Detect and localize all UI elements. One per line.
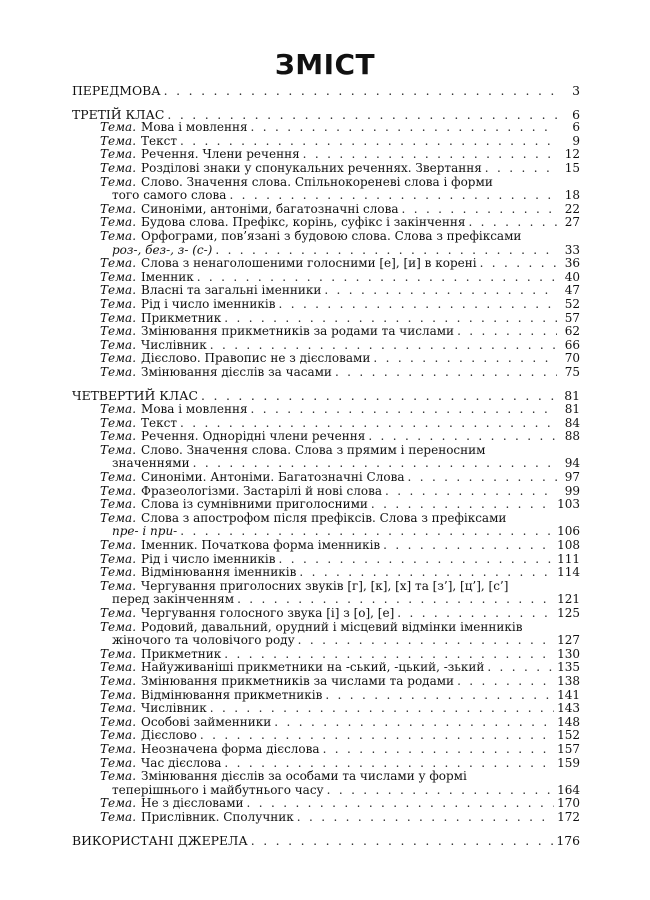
toc-entry-label: Тема. xyxy=(100,201,137,216)
toc-entry-title: Будова слова. Префікс, корінь, суфікс і закінчення xyxy=(141,215,466,230)
toc-entry-label: Тема. xyxy=(100,133,137,148)
toc-entry-title: ВИКОРИСТАНІ ДЖЕРЕЛА xyxy=(72,833,248,849)
toc-entry-title: Слово. Значення слова. Слова з прямим і переносним xyxy=(141,442,486,457)
page-number: 127 xyxy=(557,633,580,648)
toc-entry-title: Час дієслова xyxy=(141,755,222,770)
toc-section-entry xyxy=(72,108,580,122)
toc-entry xyxy=(72,471,580,485)
toc-entry-title: Змінювання дієслів за особами та числами у формі xyxy=(141,769,467,784)
toc-entry-label: Тема. xyxy=(100,497,137,512)
page-number: 130 xyxy=(557,646,580,661)
toc-entry-title: Речення. Члени речення xyxy=(141,147,300,162)
toc-entry-label: Тема. xyxy=(100,351,137,366)
toc-entry-label: Тема. xyxy=(100,402,137,417)
toc-entry xyxy=(72,757,580,771)
toc-entry-label: Тема. xyxy=(100,673,137,688)
dot-leader xyxy=(407,471,557,485)
page-number: 172 xyxy=(557,809,580,824)
toc-entry xyxy=(72,553,580,567)
dot-leader xyxy=(278,298,557,312)
dot-leader xyxy=(303,148,557,162)
dot-leader xyxy=(197,271,557,285)
toc-entry-label: Тема. xyxy=(100,337,137,352)
dot-leader xyxy=(180,525,554,539)
toc-entry-label: Тема. xyxy=(100,120,137,135)
page-number: 62 xyxy=(564,324,580,339)
page-number: 15 xyxy=(564,160,580,175)
toc-entry xyxy=(72,661,580,675)
toc-entry-label: Тема. xyxy=(100,310,137,325)
toc-entry-label: Тема. xyxy=(100,701,137,716)
dot-leader xyxy=(298,634,554,648)
toc-entry-label: Тема. xyxy=(100,470,137,485)
dot-leader xyxy=(383,539,554,553)
page-number: 52 xyxy=(564,296,580,311)
toc-entry-title: Слова із сумнівними приголосними xyxy=(141,497,368,512)
dot-leader xyxy=(210,702,554,716)
toc-entry-title: Прикметник xyxy=(141,646,222,661)
toc-entry xyxy=(72,675,580,689)
toc-entry xyxy=(72,366,580,380)
dot-leader xyxy=(327,784,554,798)
toc-entry-title: пре- і при- xyxy=(112,524,178,539)
page-number: 84 xyxy=(564,415,580,430)
toc-entry-title: Текст xyxy=(141,415,177,430)
toc-entry xyxy=(72,230,580,244)
toc-entry-label: Тема. xyxy=(100,296,137,311)
dot-leader xyxy=(247,797,555,811)
toc-entry-title: Рід і число іменників xyxy=(141,296,276,311)
page-number: 75 xyxy=(564,364,580,379)
page-number: 97 xyxy=(564,470,580,485)
toc-entry-title: жіночого та чоловічого роду xyxy=(112,633,295,648)
dot-leader xyxy=(229,189,557,203)
toc-entry-label: Тема. xyxy=(100,429,137,444)
dot-leader xyxy=(224,648,554,662)
toc-entry-title: ПЕРЕДМОВА xyxy=(72,83,161,98)
toc-entry xyxy=(72,121,580,135)
toc-section-entry xyxy=(72,834,580,848)
toc-entry xyxy=(72,689,580,703)
toc-entry-label: Тема. xyxy=(100,510,137,525)
toc-entry xyxy=(72,257,580,271)
dot-leader xyxy=(224,312,557,326)
dot-leader xyxy=(237,593,554,607)
toc-entry-label: Тема. xyxy=(100,442,137,457)
table-of-contents xyxy=(72,84,580,848)
toc-entry-label: Тема. xyxy=(100,728,137,743)
toc-entry xyxy=(72,702,580,716)
page-number: 47 xyxy=(564,283,580,298)
toc-entry-title: Змінювання дієслів за часами xyxy=(141,364,332,379)
toc-entry xyxy=(72,797,580,811)
toc-entry-title: Прикметник xyxy=(141,310,222,325)
page-number: 40 xyxy=(564,269,580,284)
page-number: 176 xyxy=(556,833,580,849)
page-number: 152 xyxy=(557,728,580,743)
toc-entry xyxy=(72,648,580,662)
toc-entry xyxy=(72,203,580,217)
toc-entry-label: Тема. xyxy=(100,565,137,580)
dot-leader xyxy=(325,689,554,703)
dot-leader xyxy=(385,485,557,499)
dot-leader xyxy=(487,661,554,675)
toc-entry xyxy=(72,729,580,743)
toc-entry xyxy=(72,176,580,190)
toc-entry-label: Тема. xyxy=(100,538,137,552)
toc-entry-title: Змінювання прикметників за числами та родами xyxy=(141,673,455,688)
toc-entry xyxy=(72,457,580,471)
toc-entry-label: Тема. xyxy=(100,324,137,339)
toc-entry-label: Тема. xyxy=(100,796,137,811)
toc-entry-label: Тема. xyxy=(100,578,137,593)
toc-entry-title: Неозначена форма дієслова xyxy=(141,741,320,756)
dot-leader xyxy=(224,757,554,771)
page-number: 164 xyxy=(557,782,580,797)
dot-leader xyxy=(324,284,557,298)
page-number: 143 xyxy=(557,701,580,716)
toc-entry-title: Мова і мовлення xyxy=(141,402,248,417)
toc-entry-title: ТРЕТІЙ КЛАС xyxy=(72,106,165,122)
dot-leader xyxy=(193,457,557,471)
toc-entry xyxy=(72,444,580,458)
toc-entry-title: Іменник. Початкова форма іменників xyxy=(141,538,381,552)
page-number: 81 xyxy=(564,388,580,404)
page-title: ЗМІСТ xyxy=(274,48,376,81)
page-number: 99 xyxy=(564,483,580,498)
toc-entry xyxy=(72,498,580,512)
dot-leader xyxy=(335,366,557,380)
toc-entry-label: Тема. xyxy=(100,660,137,675)
dot-leader xyxy=(485,162,557,176)
dot-leader xyxy=(164,84,557,98)
toc-entry xyxy=(72,539,580,553)
toc-entry-label: Тема. xyxy=(100,256,137,271)
page-number: 111 xyxy=(557,551,580,566)
page-number: 157 xyxy=(557,741,580,756)
toc-entry xyxy=(72,634,580,648)
dot-leader xyxy=(373,352,557,366)
page-number: 103 xyxy=(557,497,580,512)
page-number: 6 xyxy=(572,106,580,122)
dot-leader xyxy=(278,553,554,567)
toc-entry-label: Тема. xyxy=(100,769,137,784)
toc-entry-label: Тема. xyxy=(100,483,137,498)
page-number: 159 xyxy=(557,755,580,770)
dot-leader xyxy=(180,135,557,149)
toc-entry xyxy=(72,271,580,285)
page-number: 138 xyxy=(557,673,580,688)
page-number: 66 xyxy=(564,337,580,352)
toc-entry xyxy=(72,525,580,539)
page-number: 70 xyxy=(564,351,580,366)
page-number: 18 xyxy=(564,188,580,203)
toc-entry xyxy=(72,784,580,798)
toc-entry-label: Тема. xyxy=(100,147,137,162)
dot-leader xyxy=(167,108,557,122)
toc-entry-title: Рід і число іменників xyxy=(141,551,276,566)
page-number: 94 xyxy=(564,456,580,471)
toc-entry-title: Чергування приголосних звуків [г], [к], [х] та [з’], [ц’], [с’] xyxy=(141,578,509,593)
dot-leader xyxy=(397,607,554,621)
toc-entry xyxy=(72,352,580,366)
toc-entry-title: Орфограми, пов’язані з будовою слова. Слова з префіксами xyxy=(141,228,522,243)
toc-entry xyxy=(72,339,580,353)
toc-entry-title: Слова з ненаголошеними голосними [е], [и] в корені xyxy=(141,256,477,271)
dot-leader xyxy=(323,743,555,757)
toc-entry-title: Числівник xyxy=(141,337,207,352)
dot-leader xyxy=(402,203,558,217)
dot-leader xyxy=(480,257,557,271)
toc-entry-title: Особові займенники xyxy=(141,714,272,729)
dot-leader xyxy=(180,417,557,431)
toc-entry-title: Змінювання прикметників за родами та числами xyxy=(141,324,455,339)
toc-entry-title: Синоніми. Антоніми. Багатозначні Слова xyxy=(141,470,405,485)
toc-entry-title: значеннями xyxy=(112,456,190,471)
toc-entry-label: Тема. xyxy=(100,741,137,756)
page-number: 6 xyxy=(572,120,580,135)
page-number: 141 xyxy=(557,687,580,702)
page-number: 108 xyxy=(557,538,580,552)
dot-leader xyxy=(297,811,554,825)
toc-entry-label: Тема. xyxy=(100,605,137,620)
toc-entry xyxy=(72,593,580,607)
toc-entry-title: Розділові знаки у спонукальних реченнях. Звертання xyxy=(141,160,482,175)
page-number: 57 xyxy=(564,310,580,325)
dot-leader xyxy=(200,729,554,743)
toc-entry-title: роз-, без-, з- (с-) xyxy=(112,242,213,257)
page-number: 12 xyxy=(564,147,580,162)
dot-leader xyxy=(210,339,557,353)
toc-entry-title: Прислівник. Сполучник xyxy=(141,809,294,824)
toc-entry xyxy=(72,417,580,431)
toc-entry xyxy=(72,284,580,298)
toc-entry-label: Тема. xyxy=(100,619,137,634)
dot-leader xyxy=(274,716,554,730)
toc-entry-label: Тема. xyxy=(100,174,137,189)
toc-entry xyxy=(72,607,580,621)
toc-entry-label: Тема. xyxy=(100,269,137,284)
toc-entry xyxy=(72,566,580,580)
dot-leader xyxy=(457,675,554,689)
toc-entry-title: Власні та загальні іменники xyxy=(141,283,322,298)
toc-entry-title: Числівник xyxy=(141,701,207,716)
toc-entry-title: Слова з апострофом після префіксів. Слова з префіксами xyxy=(141,510,507,525)
toc-entry-title: теперішнього і майбутнього часу xyxy=(112,782,324,797)
toc-section-entry xyxy=(72,389,580,403)
page-number: 27 xyxy=(564,215,580,230)
toc-entry-title: Синоніми, антоніми, багатозначні слова xyxy=(141,201,399,216)
toc-entry-label: Тема. xyxy=(100,160,137,175)
page-number: 22 xyxy=(564,201,580,216)
toc-entry xyxy=(72,148,580,162)
toc-entry-title: Слово. Значення слова. Спільнокореневі слова і форми xyxy=(141,174,493,189)
toc-entry-title: Текст xyxy=(141,133,177,148)
toc-entry-title: Не з дієсловами xyxy=(141,796,244,811)
toc-entry-title: Дієслово xyxy=(141,728,197,743)
toc-entry-label: Тема. xyxy=(100,809,137,824)
toc-entry xyxy=(72,135,580,149)
dot-leader xyxy=(251,403,557,417)
toc-entry-label: Тема. xyxy=(100,364,137,379)
toc-entry-label: Тема. xyxy=(100,283,137,298)
page-number: 81 xyxy=(564,402,580,417)
page-number: 3 xyxy=(572,83,580,98)
toc-entry-title: Речення. Однорідні члени речення xyxy=(141,429,366,444)
toc-entry-title: ЧЕТВЕРТИЙ КЛАС xyxy=(72,388,198,404)
toc-entry xyxy=(72,162,580,176)
toc-entry-label: Тема. xyxy=(100,714,137,729)
toc-entry-label: Тема. xyxy=(100,215,137,230)
toc-entry-title: Фразеологізми. Застарілі й нові слова xyxy=(141,483,383,498)
toc-entry-title: Родовий, давальний, орудний і місцевий відмінки іменників xyxy=(141,619,523,634)
toc-entry xyxy=(72,244,580,258)
toc-entry-label: Тема. xyxy=(100,755,137,770)
dot-leader xyxy=(251,121,557,135)
page-number: 106 xyxy=(557,524,580,539)
toc-section-entry xyxy=(72,84,580,98)
toc-entry xyxy=(72,716,580,730)
toc-entry-label: Тема. xyxy=(100,415,137,430)
toc-entry xyxy=(72,312,580,326)
page-number: 36 xyxy=(564,256,580,271)
toc-entry xyxy=(72,189,580,203)
toc-entry-label: Тема. xyxy=(100,551,137,566)
toc-entry-title: перед закінченням xyxy=(112,592,235,607)
dot-leader xyxy=(215,244,557,258)
toc-entry xyxy=(72,430,580,444)
page-number: 88 xyxy=(564,429,580,444)
dot-leader xyxy=(299,566,554,580)
dot-leader xyxy=(251,834,554,848)
toc-entry-title: Мова і мовлення xyxy=(141,120,248,135)
toc-entry-label: Тема. xyxy=(100,646,137,661)
toc-entry-title: Відмінювання іменників xyxy=(141,565,297,580)
toc-entry-label: Тема. xyxy=(100,687,137,702)
dot-leader xyxy=(468,216,557,230)
page-number: 114 xyxy=(557,565,580,580)
page-number: 135 xyxy=(557,660,580,675)
toc-entry xyxy=(72,580,580,594)
toc-entry-title: Відмінювання прикметників xyxy=(141,687,323,702)
toc-entry xyxy=(72,811,580,825)
toc-entry xyxy=(72,485,580,499)
page-number: 170 xyxy=(557,796,580,811)
page-number: 33 xyxy=(564,242,580,257)
toc-entry xyxy=(72,770,580,784)
page-number: 121 xyxy=(557,592,580,607)
toc-entry-title: Іменник xyxy=(141,269,194,284)
toc-entry xyxy=(72,403,580,417)
page-number: 148 xyxy=(557,714,580,729)
toc-entry xyxy=(72,216,580,230)
page-number: 125 xyxy=(557,605,580,620)
toc-entry-title: Дієслово. Правопис не з дієсловами xyxy=(141,351,371,366)
dot-leader xyxy=(368,430,557,444)
dot-leader xyxy=(201,389,557,403)
toc-entry xyxy=(72,298,580,312)
toc-entry-title: Чергування голосного звука [і] з [о], [е] xyxy=(141,605,395,620)
page-number: 9 xyxy=(572,133,580,148)
toc-entry-title: того самого слова xyxy=(112,188,227,203)
toc-entry xyxy=(72,325,580,339)
toc-entry-label: Тема. xyxy=(100,228,137,243)
toc-entry xyxy=(72,621,580,635)
toc-entry xyxy=(72,512,580,526)
toc-entry xyxy=(72,743,580,757)
dot-leader xyxy=(371,498,554,512)
toc-entry-title: Найуживаніші прикметники на -ський, -цький, -зький xyxy=(141,660,485,675)
dot-leader xyxy=(457,325,557,339)
